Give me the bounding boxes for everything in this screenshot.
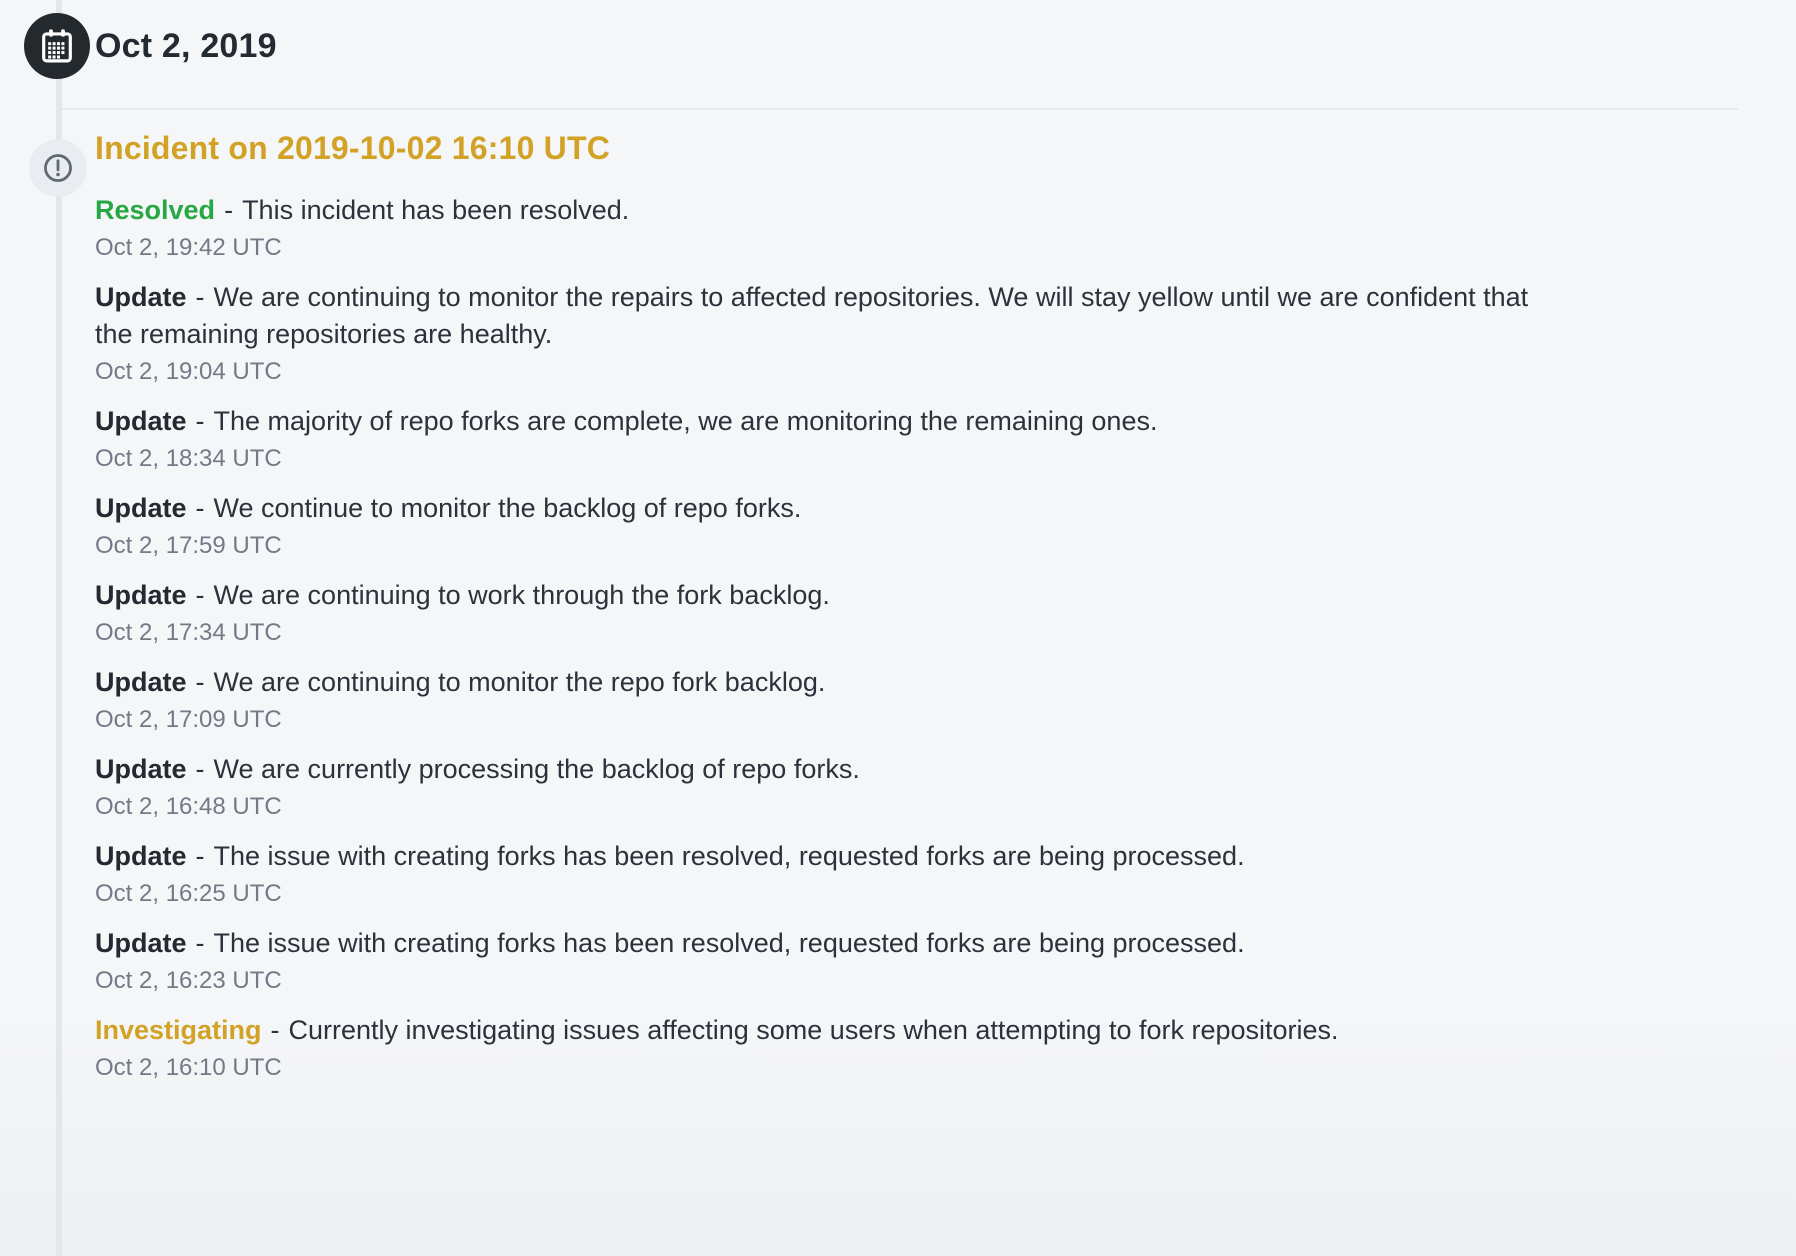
status-separator: -: [224, 195, 234, 225]
status-separator: -: [195, 493, 205, 523]
update-status-label: Resolved: [95, 195, 216, 225]
update-message: The majority of repo forks are complete, we are monitoring the remaining ones.: [213, 406, 1158, 436]
update-timestamp: Oct 2, 19:42 UTC: [95, 234, 282, 261]
date-divider: [62, 108, 1738, 110]
incident-title-link[interactable]: Incident on 2019-10-02 16:10 UTC: [95, 130, 611, 166]
incident-updates-list: [95, 192, 1555, 1085]
status-separator: -: [195, 667, 205, 697]
update-message: We are continuing to monitor the repairs to affected repositories. We will stay yellow until we are confident that the remaining repositories are healthy.: [95, 282, 1529, 349]
update-message: We are continuing to monitor the repo fork backlog.: [213, 667, 826, 697]
update-timestamp: Oct 2, 16:25 UTC: [95, 880, 282, 907]
update-status-label: Update: [95, 667, 187, 697]
status-separator: -: [270, 1015, 280, 1045]
incident-update: [95, 279, 1555, 389]
update-timestamp: Oct 2, 17:59 UTC: [95, 532, 282, 559]
update-status-label: Update: [95, 493, 187, 523]
update-timestamp: Oct 2, 19:04 UTC: [95, 358, 282, 385]
update-message: We are continuing to work through the fork backlog.: [213, 580, 830, 610]
incident-update: [95, 751, 1555, 824]
status-separator: -: [195, 928, 205, 958]
status-separator: -: [195, 406, 205, 436]
incident-update: [95, 403, 1555, 476]
alert-circle-icon: [42, 152, 74, 184]
status-separator: -: [195, 754, 205, 784]
status-separator: -: [195, 580, 205, 610]
incident-body: [95, 128, 1555, 1099]
incident-update: [95, 838, 1555, 911]
incident-update: [95, 577, 1555, 650]
incident-status-badge: [29, 139, 87, 197]
update-message: Currently investigating issues affecting some users when attempting to fork repositories.: [288, 1015, 1339, 1045]
update-timestamp: Oct 2, 18:34 UTC: [95, 445, 282, 472]
update-message: The issue with creating forks has been resolved, requested forks are being processed.: [213, 928, 1245, 958]
update-status-label: Investigating: [95, 1015, 262, 1045]
update-message-line: [95, 1012, 1555, 1049]
date-heading: Oct 2, 2019: [95, 27, 277, 65]
update-timestamp: Oct 2, 16:10 UTC: [95, 1054, 282, 1081]
update-message: We continue to monitor the backlog of repo forks.: [213, 493, 802, 523]
update-message-line: [95, 751, 1555, 788]
update-message: The issue with creating forks has been resolved, requested forks are being processed.: [213, 841, 1245, 871]
status-separator: -: [195, 841, 205, 871]
update-message-line: [95, 490, 1555, 527]
incident-update: [95, 925, 1555, 998]
incident-update: [95, 192, 1555, 265]
update-message-line: [95, 925, 1555, 962]
calendar-icon: [38, 27, 76, 65]
update-message-line: [95, 403, 1555, 440]
update-message-line: [95, 664, 1555, 701]
update-message-line: [95, 279, 1555, 353]
update-message-line: [95, 838, 1555, 875]
update-status-label: Update: [95, 928, 187, 958]
update-timestamp: Oct 2, 17:09 UTC: [95, 706, 282, 733]
incident-update: [95, 490, 1555, 563]
update-status-label: Update: [95, 580, 187, 610]
update-status-label: Update: [95, 406, 187, 436]
update-status-label: Update: [95, 841, 187, 871]
incident-update: [95, 664, 1555, 737]
update-message: We are currently processing the backlog of repo forks.: [213, 754, 860, 784]
incident-update: [95, 1012, 1555, 1085]
update-status-label: Update: [95, 754, 187, 784]
update-message: This incident has been resolved.: [242, 195, 630, 225]
update-message-line: [95, 577, 1555, 614]
calendar-badge: [24, 13, 90, 79]
status-separator: -: [195, 282, 205, 312]
update-status-label: Update: [95, 282, 187, 312]
update-timestamp: Oct 2, 17:34 UTC: [95, 619, 282, 646]
update-message-line: [95, 192, 1555, 229]
update-timestamp: Oct 2, 16:48 UTC: [95, 793, 282, 820]
update-timestamp: Oct 2, 16:23 UTC: [95, 967, 282, 994]
